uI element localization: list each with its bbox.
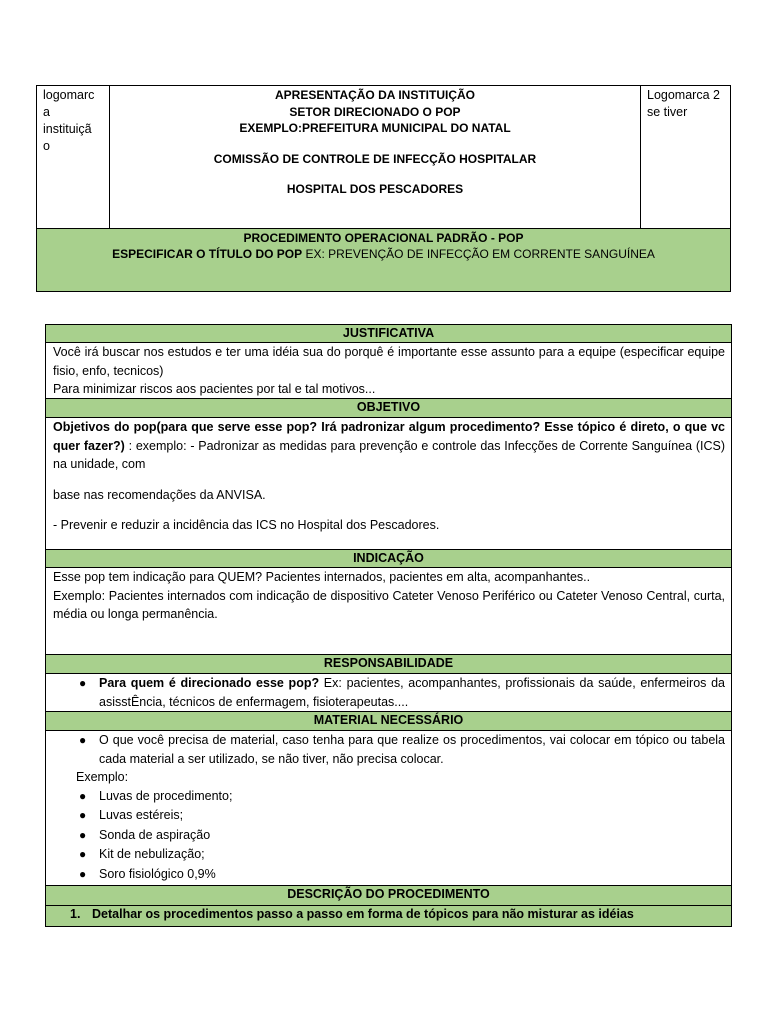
pop-subtitle: ESPECIFICAR O TÍTULO DO POP EX: PREVENÇÃO DE INFECÇÃO EM CORRENTE SANGUÍNEA: [112, 247, 655, 261]
section-body-responsabilidade: [46, 674, 731, 712]
list-item: ● O que você precisa de material, caso tenha para que realize os procedimentos, vai colocar em tópico ou tabela cada material a ser utilizado, se não tiver, não precisa colocar.: [79, 733, 725, 766]
section-header-descricao: DESCRIÇÃO DO PROCEDIMENTO: [46, 886, 731, 906]
logo-placeholder-right: Logomarca 2 se tiver: [640, 86, 730, 228]
section-body-material: [46, 731, 731, 886]
logo-placeholder-left: logomarc a instituiçã o: [37, 86, 110, 228]
section-header-objetivo: OBJETIVO: [46, 399, 731, 418]
pop-title: PROCEDIMENTO OPERACIONAL PADRÃO - POP: [243, 231, 524, 245]
section-header-responsabilidade: RESPONSABILIDADE: [46, 655, 731, 674]
list-item: ● Luvas estéreis;: [53, 806, 725, 826]
list-item: ● Sonda de aspiração: [53, 826, 725, 846]
section-header-justificativa: JUSTIFICATIVA: [46, 325, 731, 343]
bullet-icon: ●: [79, 733, 87, 747]
list-item: ● Luvas de procedimento;: [53, 787, 725, 807]
hospital-line: HOSPITAL DOS PESCADORES: [286, 182, 464, 196]
section-body-justificativa: Você irá buscar nos estudos e ter uma idéia sua do porquê é importante esse assunto para a equipe (especificar equipe fisio, enfo, tecnicos) Para minimizar riscos aos pacientes por tal e tal motivos...: [46, 343, 731, 399]
institution-block: [110, 86, 640, 228]
bullet-icon: ●: [79, 866, 87, 881]
bullet-icon: ●: [79, 788, 87, 803]
pop-content-table: [45, 324, 732, 927]
bullet-icon: ●: [79, 808, 87, 822]
section-body-descricao: [46, 906, 731, 926]
bullet-icon: ●: [79, 676, 87, 690]
commission-line: COMISSÃO DE CONTROLE DE INFECÇÃO HOSPITALAR: [213, 151, 537, 166]
list-item: ● Soro fisiológico 0,9%: [53, 865, 725, 885]
section-header-indicacao: INDICAÇÃO: [46, 550, 731, 568]
header-table: [36, 85, 731, 292]
example-label: Exemplo:: [76, 770, 129, 784]
institution-title: APRESENTAÇÃO DA INSTITUIÇÃO: [274, 88, 475, 102]
example-line: EXEMPLO:PREFEITURA MUNICIPAL DO NATAL: [239, 121, 511, 135]
bullet-icon: ●: [79, 827, 87, 842]
sector-line: SETOR DIRECIONADO O POP: [289, 104, 461, 119]
section-body-indicacao: Esse pop tem indicação para QUEM? Pacientes internados, pacientes em alta, acompanhantes.. Exemplo: Pacientes internados com indicação de dispositivo Cateter Venoso Periférico ou Cateter Venoso Central, curta, média ou longa permanência.: [46, 568, 731, 655]
bullet-icon: ●: [79, 847, 87, 861]
list-item: ● Kit de nebulização;: [53, 845, 725, 865]
section-header-material: MATERIAL NECESSÁRIO: [46, 712, 731, 731]
pop-title-band: [37, 228, 730, 291]
list-item: ● Para quem é direcionado esse pop? Ex: pacientes, acompanhantes, profissionais da saúde, enfermeiros da asisstÊncia, técnicos de enfermagem, fisioterapeutas....: [79, 676, 725, 709]
section-body-objetivo: Objetivos do pop(para que serve esse pop? Irá padronizar algum procedimento? Esse tópico é direto, o que vc quer fazer?) : exemplo: - Padronizar as medidas para prevenção e controle das Infecções de Corrente Sanguínea (ICS) na unidade, com base nas recomendações da ANVISA. - Prevenir e reduzir a incidência das ICS no Hospital dos Pescadores.: [46, 418, 731, 550]
list-item: 1. Detalhar os procedimentos passo a passo em forma de tópicos para não misturar as idéias: [70, 907, 634, 921]
